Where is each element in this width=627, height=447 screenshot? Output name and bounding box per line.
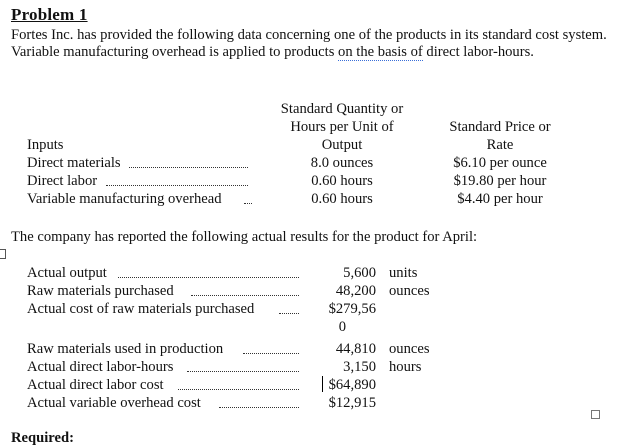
leader-dots bbox=[178, 389, 299, 390]
std-row-label: Direct materials bbox=[27, 155, 121, 171]
actual-row-value: $12,915 bbox=[328, 395, 376, 411]
actual-row-label: Actual direct labor cost bbox=[27, 377, 164, 393]
anchor-handle[interactable] bbox=[591, 410, 600, 419]
actual-row-label: Actual output bbox=[27, 265, 107, 281]
actual-row-value: $279,56 bbox=[328, 301, 376, 317]
std-row-price: $4.40 per hour bbox=[457, 191, 543, 207]
leader-dots bbox=[106, 185, 248, 186]
inputs-label: Inputs bbox=[27, 137, 64, 153]
actual-row-unit: ounces bbox=[389, 341, 430, 357]
header-standard-quantity: Standard Quantity or Hours per Unit of Output bbox=[280, 101, 404, 153]
std-row-qty: 8.0 ounces bbox=[310, 155, 374, 171]
actual-row-label: Raw materials used in production bbox=[27, 341, 224, 357]
std-row-price: $6.10 per ounce bbox=[453, 155, 547, 171]
std-row-label: Direct labor bbox=[27, 173, 98, 189]
leader-dots bbox=[244, 203, 252, 204]
actual-row-unit: units bbox=[389, 265, 418, 281]
actual-row-unit: hours bbox=[389, 359, 422, 375]
text-cursor bbox=[322, 376, 323, 392]
actual-row-value: $64,890 bbox=[328, 377, 376, 393]
actual-row-value: 48,200 bbox=[335, 283, 376, 299]
actuals-statement: The company has reported the following actual results for the product for April: bbox=[11, 229, 478, 245]
std-row-qty: 0.60 hours bbox=[311, 191, 373, 207]
required-heading-cut: Required: bbox=[11, 430, 74, 446]
leader-dots bbox=[219, 407, 299, 408]
leader-dots bbox=[279, 313, 299, 314]
margin-marker bbox=[0, 249, 6, 259]
actual-row-value: 5,600 bbox=[343, 265, 376, 281]
problem-title: Problem 1 bbox=[11, 5, 88, 24]
leader-dots bbox=[118, 277, 299, 278]
std-row-label: Variable manufacturing overhead bbox=[27, 191, 222, 207]
actual-row-unit: ounces bbox=[389, 283, 430, 299]
actual-row-value: 3,150 bbox=[343, 359, 376, 375]
std-row-price: $19.80 per hour bbox=[453, 173, 547, 189]
problem-intro: Fortes Inc. has provided the following data concerning one of the products in its standard cost system. Variable manufacturing overhead is applied to products on the basis of direct labor-hours. bbox=[11, 27, 607, 60]
leader-dots bbox=[129, 167, 248, 168]
leader-dots bbox=[187, 371, 299, 372]
wrapped-digit: 0 bbox=[338, 319, 346, 335]
actual-row-value: 44,810 bbox=[335, 341, 376, 357]
underlined-phrase: on the basis of bbox=[338, 44, 423, 60]
leader-dots bbox=[191, 295, 299, 296]
actual-row-label: Actual cost of raw materials purchased bbox=[27, 301, 255, 317]
header-standard-price: Standard Price or Rate bbox=[449, 119, 551, 153]
actual-row-label: Actual direct labor-hours bbox=[27, 359, 174, 375]
leader-dots bbox=[243, 353, 299, 354]
std-row-qty: 0.60 hours bbox=[311, 173, 373, 189]
actual-row-label: Actual variable overhead cost bbox=[27, 395, 201, 411]
actual-row-label: Raw materials purchased bbox=[27, 283, 174, 299]
